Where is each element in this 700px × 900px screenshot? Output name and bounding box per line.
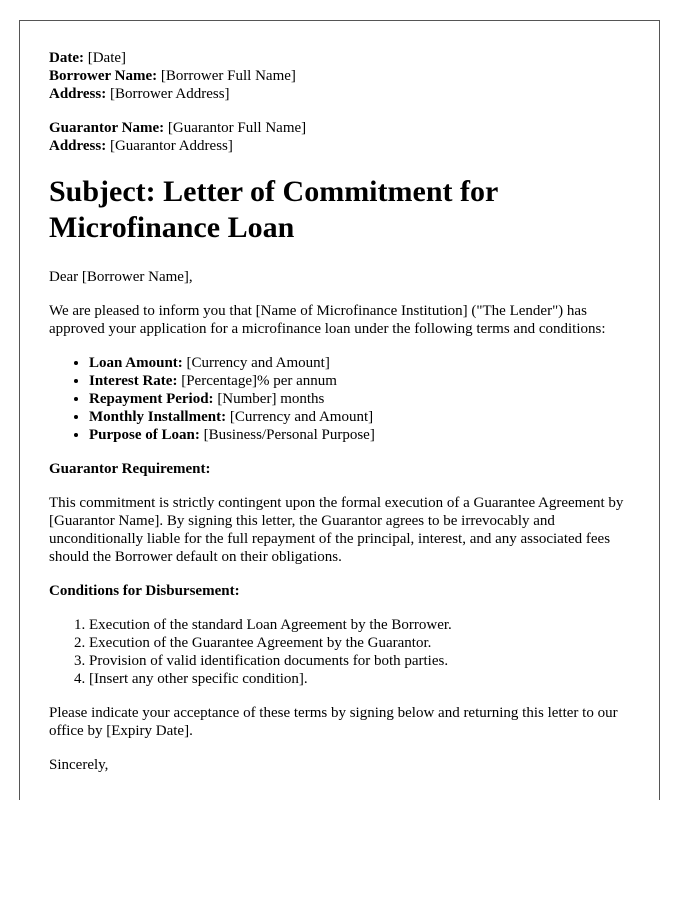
condition-item: 1. Execution of the standard Loan Agreement by the Borrower.	[89, 616, 641, 634]
disbursement-heading: Conditions for Disbursement:	[49, 583, 240, 599]
term-repayment-period	[89, 390, 641, 408]
borrower-address-label: Address:	[49, 86, 107, 102]
condition-item: 3. Provision of valid identification documents for both parties.	[89, 652, 641, 670]
subject-heading: Subject: Letter of Commitment for Microfinance Loan	[49, 175, 498, 244]
term-label: Purpose of Loan:	[89, 427, 200, 443]
date-label: Date:	[49, 50, 84, 66]
guarantor-block	[49, 119, 641, 155]
guarantor-address-label: Address:	[49, 138, 107, 154]
letter-content	[49, 49, 641, 790]
borrower-name-value: [Borrower Full Name]	[160, 68, 296, 84]
condition-item: 2. Execution of the Guarantee Agreement by the Guarantor.	[89, 634, 641, 652]
term-label: Repayment Period:	[89, 391, 214, 407]
letter-page	[19, 20, 660, 800]
term-label: Interest Rate:	[89, 373, 178, 389]
guarantor-requirement-body: This commitment is strictly contingent upon the formal execution of a Guarantee Agreement by [Guarantor Name]. By signing this letter, the Guarantor agrees to be irrevocably and unconditionally liable for the full repayment of the principal, interest, and any associated fees should the Borrower default on their obligations.	[49, 495, 624, 565]
guarantor-name-line	[49, 119, 641, 137]
term-interest-rate	[89, 372, 641, 390]
term-value: [Currency and Amount]	[229, 409, 374, 425]
condition-item: 4. [Insert any other specific condition].	[89, 670, 641, 688]
guarantor-address-value: [Guarantor Address]	[109, 138, 233, 154]
borrower-address-line	[49, 85, 641, 103]
disbursement-conditions-list	[49, 616, 641, 688]
date-line	[49, 49, 641, 67]
borrower-block	[49, 67, 641, 103]
salutation: Dear [Borrower Name],	[49, 269, 193, 285]
date-value: [Date]	[87, 50, 127, 66]
term-loan-amount	[89, 354, 641, 372]
intro-paragraph: We are pleased to inform you that [Name of Microfinance Institution] ("The Lender") has approved your application for a microfinance loan under the following terms and conditions:	[49, 303, 606, 337]
term-value: [Number] months	[217, 391, 325, 407]
guarantor-name-label: Guarantor Name:	[49, 120, 165, 136]
guarantor-name-value: [Guarantor Full Name]	[167, 120, 307, 136]
term-label: Loan Amount:	[89, 355, 183, 371]
term-label: Monthly Installment:	[89, 409, 227, 425]
guarantor-address-line	[49, 137, 641, 155]
term-purpose	[89, 426, 641, 444]
borrower-address-value: [Borrower Address]	[109, 86, 230, 102]
borrower-name-label: Borrower Name:	[49, 68, 158, 84]
acceptance-paragraph: Please indicate your acceptance of these terms by signing below and returning this letter to our office by [Expiry Date].	[49, 705, 618, 739]
borrower-name-line	[49, 67, 641, 85]
term-value: [Currency and Amount]	[186, 355, 330, 371]
term-value: [Percentage]% per annum	[181, 373, 337, 389]
term-monthly-installment	[89, 408, 641, 426]
term-value: [Business/Personal Purpose]	[203, 427, 375, 443]
guarantor-requirement-heading: Guarantor Requirement:	[49, 461, 211, 477]
closing-line: Sincerely,	[49, 757, 109, 773]
loan-terms-list	[49, 354, 641, 444]
